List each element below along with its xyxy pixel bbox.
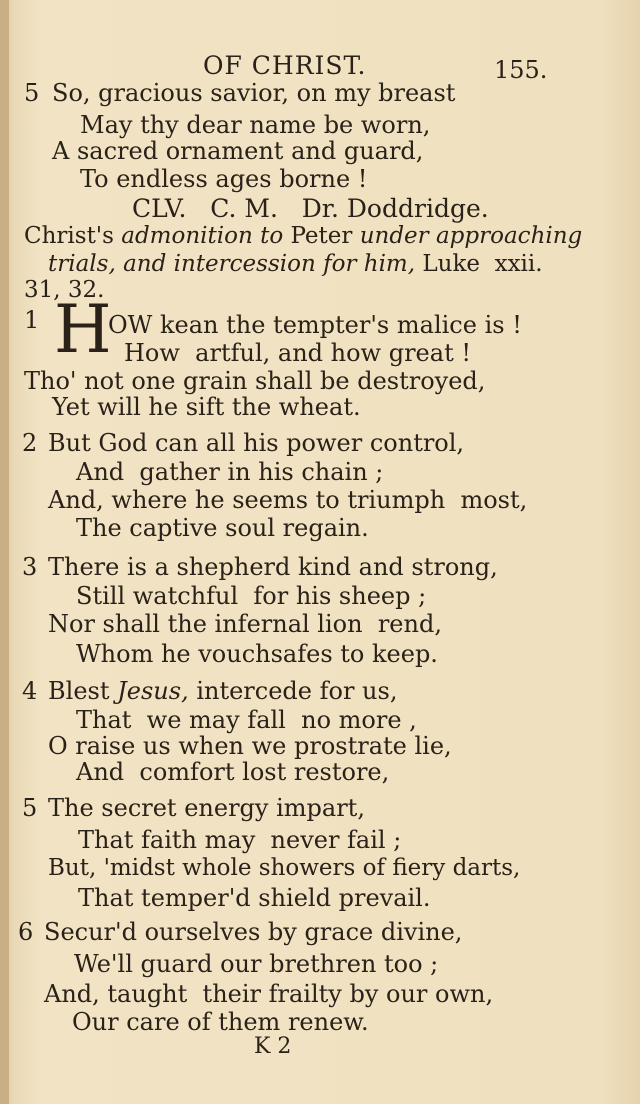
stanza-number: 5 [22,794,38,822]
subtitle-text: Christ's [24,223,114,249]
verse-line: That faith may never fail ; [78,826,402,854]
running-head-title: OF CHRIST. [203,51,367,80]
page-number: 155. [494,56,548,84]
hymn-heading: CLV. C. M. Dr. Doddridge. [132,194,489,223]
subtitle-text: Luke xxii. [422,251,543,277]
verse-line: Whom he vouchsafes to keep. [76,640,438,668]
verse-line: OW kean the tempter's malice is ! [108,311,522,339]
verse-line: The secret energy impart, [48,794,365,822]
hymn-subtitle-line-3: 31, 32. [24,277,105,303]
stanza-number: 3 [22,553,38,581]
verse-line: How artful, and how great ! [124,339,471,367]
verse-line: And gather in his chain ; [76,458,384,486]
stanza-number: 4 [22,677,38,705]
verse-line: The captive soul regain. [76,514,369,542]
subtitle-text: under approaching [359,223,583,249]
verse-line: That temper'd shield prevail. [78,884,431,912]
verse-line: Tho' not one grain shall be destroyed, [24,367,486,395]
verse-line: May thy dear name be worn, [80,111,431,139]
subtitle-text: trials, and intercession for him, [48,251,416,277]
verse-name-jesus: Jesus, [117,677,189,705]
verse-line: But, 'midst whole showers of fiery darts, [48,855,521,881]
hymn-subtitle-line-1 [24,222,582,250]
verse-line: Still watchful for his sheep ; [76,582,427,610]
hymn-subtitle-line-2 [48,250,543,278]
verse-line: There is a shepherd kind and strong, [48,553,498,581]
verse-line: To endless ages borne ! [80,165,368,193]
verse-text: intercede for us, [196,677,398,705]
verse-line [48,677,397,705]
signature-mark: K 2 [254,1034,292,1059]
verse-line: But God can all his power control, [48,429,465,457]
verse-line: A sacred ornament and guard, [52,137,424,165]
subtitle-text: admonition to [121,223,284,249]
stanza-number: 5 [24,79,40,107]
page-gutter [0,0,9,1104]
verse-line: So, gracious savior, on my breast [52,79,456,107]
verse-line: O raise us when we prostrate lie, [48,732,452,760]
verse-line: Yet will he sift the wheat. [52,393,361,421]
verse-line: Nor shall the infernal lion rend, [48,610,442,638]
verse-line: Secur'd ourselves by grace divine, [44,918,463,946]
stanza-number: 2 [22,429,38,457]
subtitle-text: Peter [290,223,353,249]
verse-line: Our care of them renew. [72,1008,369,1036]
stanza-number: 6 [18,918,34,946]
verse-text: Blest [48,677,110,705]
drop-cap: H [54,291,112,368]
verse-line: That we may fall no more , [76,706,417,734]
verse-line: And comfort lost restore, [76,758,390,786]
verse-line: And, where he seems to triumph most, [48,486,528,514]
verse-line: And, taught their frailty by our own, [44,980,494,1008]
verse-line: We'll guard our brethren too ; [74,950,439,978]
stanza-number: 1 [24,306,40,334]
